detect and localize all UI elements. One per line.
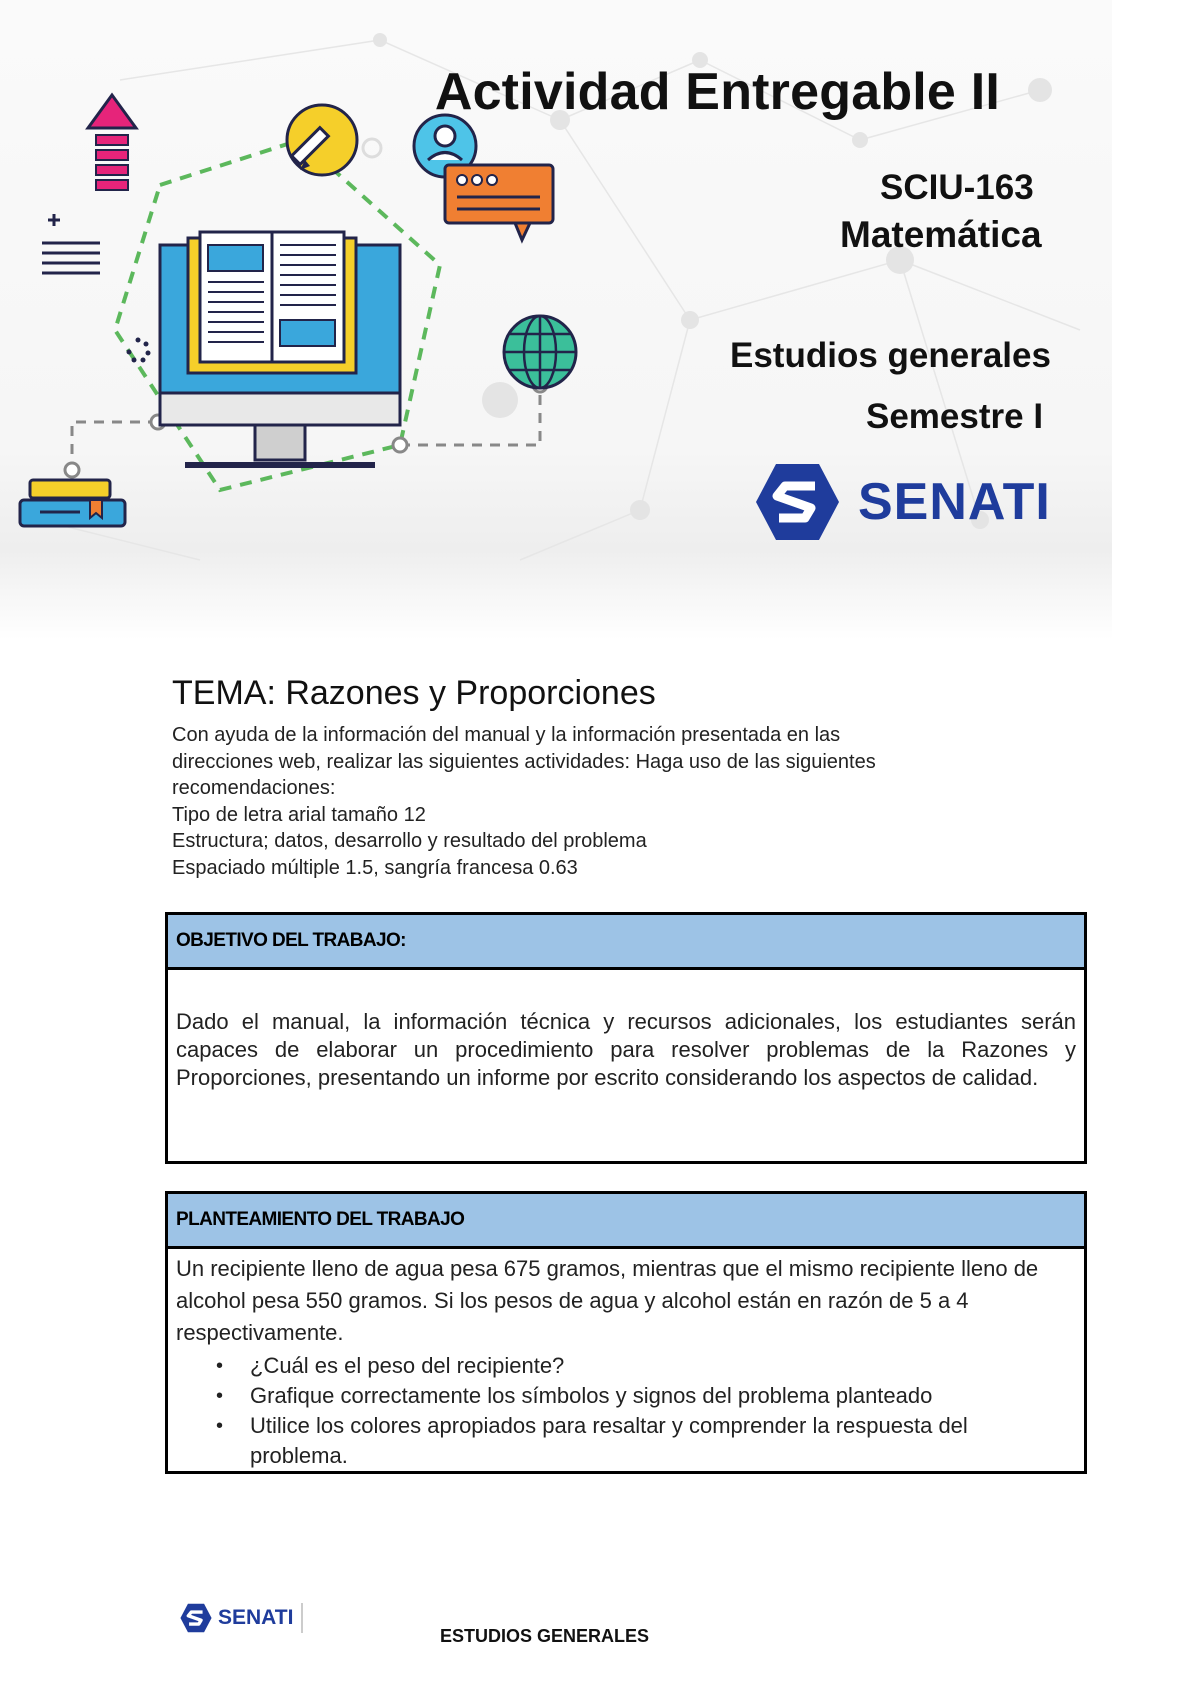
instruction-line: Tipo de letra arial tamaño 12 (172, 803, 426, 826)
course-code: SCIU-163 (880, 168, 1034, 207)
arrow-up-icon (88, 95, 136, 190)
instruction-line: recomendaciones: (172, 777, 336, 799)
footer-senati-logo (180, 1603, 303, 1633)
document-title: Actividad Entregable II (434, 63, 1000, 121)
instruction-line: Estructura; datos, desarrollo y resultado del problema (172, 830, 647, 852)
problem-statement: Un recipiente lleno de agua pesa 675 gramos, mientras que el mismo recipiente lleno de alcohol pesa 550 gramos. Si los pesos de agua y alcohol están en razón de 5 a 4 respectivamente. (176, 1256, 1039, 1345)
semester-label: Semestre I (866, 397, 1044, 436)
objective-heading: OBJETIVO DEL TRABAJO: (168, 915, 1084, 970)
senati-logo-text: SENATI (858, 473, 1051, 531)
study-area: Estudios generales (730, 336, 1051, 375)
footer-divider (301, 1603, 303, 1633)
problem-table (165, 1191, 1087, 1474)
problem-body (168, 1249, 1084, 1471)
topic-instructions (172, 722, 992, 881)
instruction-line: Con ayuda de la información del manual y la información presentada en las (172, 724, 841, 746)
objective-table (165, 912, 1087, 1164)
task-item: • ¿Cuál es el peso del recipiente? (216, 1351, 1054, 1381)
senati-logo-icon (755, 462, 840, 542)
instruction-line: direcciones web, realizar las siguientes actividades: Haga uso de las siguientes (172, 750, 876, 773)
problem-heading: PLANTEAMIENTO DEL TRABAJO (168, 1194, 1084, 1249)
footer-logo-text: SENATI (218, 1606, 294, 1629)
instruction-line: Espaciado múltiple 1.5, sangría francesa 0.63 (172, 856, 578, 879)
objective-body: Dado el manual, la información técnica y recursos adicionales, los estudiantes serán capaces de elaborar un procedimiento para resolver problemas de la Razones y Proporciones, presentando un informe por escrito considerando los aspectos de calidad. (176, 1009, 1076, 1090)
chat-bubble-icon (445, 165, 553, 240)
footer-label: ESTUDIOS GENERALES (440, 1626, 650, 1646)
loading-icon (127, 338, 151, 363)
problem-tasks (176, 1351, 1054, 1471)
open-book-icon (188, 232, 356, 373)
header-banner (0, 0, 1112, 640)
task-item: • Utilice los colores apropiados para resaltar y comprender la respuesta del problema. (216, 1411, 1054, 1471)
course-name: Matemática (840, 214, 1042, 255)
globe-icon (504, 316, 576, 388)
task-item: • Grafique correctamente los símbolos y signos del problema planteado (216, 1381, 1054, 1411)
books-icon (20, 480, 125, 526)
topic-heading: TEMA: Razones y Proporciones (172, 674, 656, 712)
footer-senati-logo-icon (180, 1603, 212, 1633)
document-list-icon (42, 214, 100, 273)
pencil-icon (287, 105, 381, 175)
senati-logo (755, 462, 1051, 542)
